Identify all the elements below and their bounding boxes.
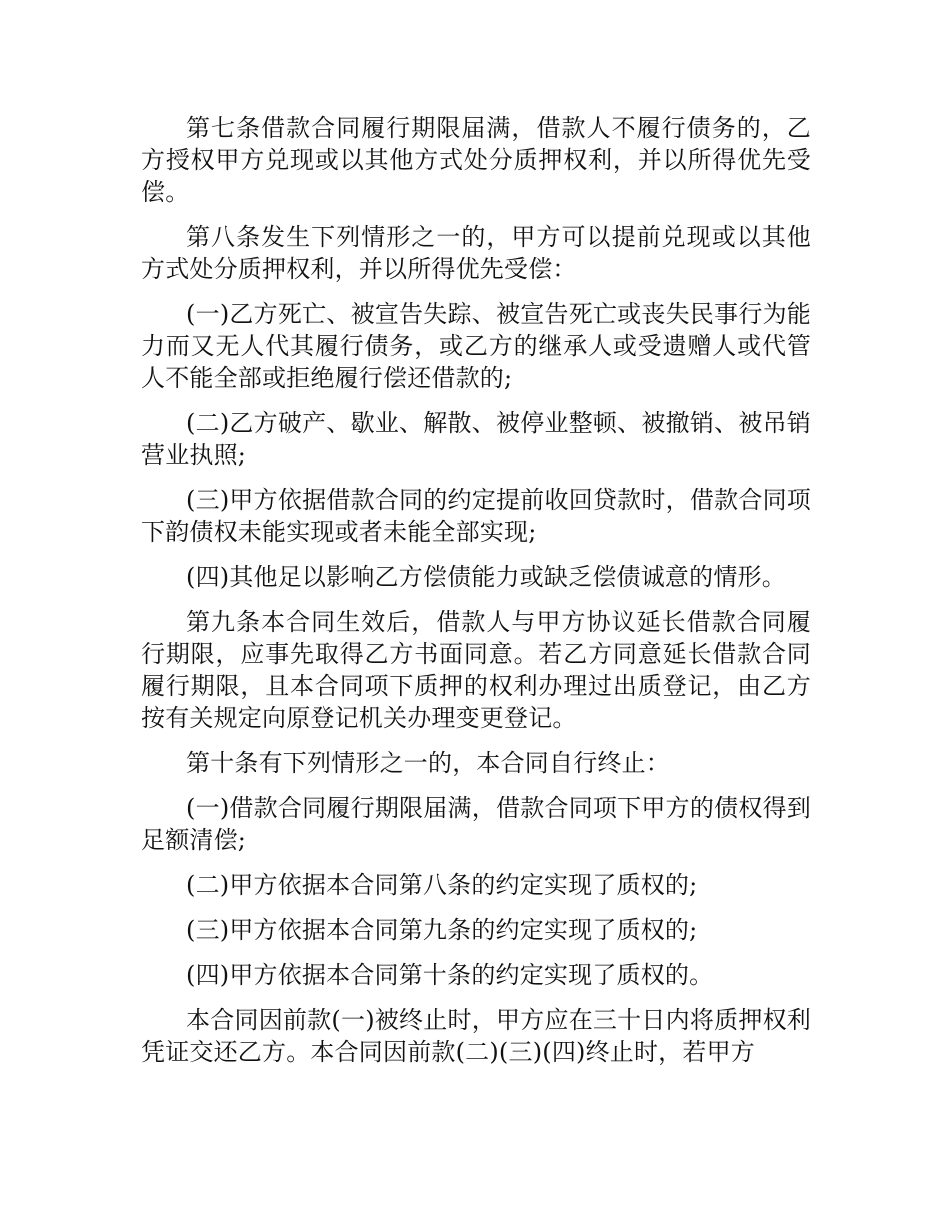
termination-paragraph: 本合同因前款(一)被终止时，甲方应在三十日内将质押权利凭证交还乙方。本合同因前款(二)(三)(四)终止时，若甲方 [141,1006,811,1066]
clause-8-item-4: (四)其他足以影响乙方偿债能力或缺乏偿债诚意的情形。 [186,563,786,591]
clause-7-paragraph: 第七条借款合同履行期限届满，借款人不履行债务的，乙方授权甲方兑现或以其他方式处分质押权利，并以所得优先受偿。 [141,114,811,206]
clause-10-paragraph: 第十条有下列情形之一的，本合同自行终止： [186,749,670,777]
clause-8-paragraph: 第八条发生下列情形之一的，甲方可以提前兑现或以其他方式处分质押权利，并以所得优先受偿： [141,223,811,283]
clause-10-item-2: (二)甲方依据本合同第八条的约定实现了质权的; [186,871,698,899]
clause-10-item-3: (三)甲方依据本合同第九条的约定实现了质权的; [186,916,698,944]
clause-8-item-2: (二)乙方破产、歇业、解散、被停业整顿、被撤销、被吊销营业执照; [141,409,811,469]
clause-10-item-1: (一)借款合同履行期限届满，借款合同项下甲方的债权得到足额清偿; [141,794,811,854]
clause-9-paragraph: 第九条本合同生效后，借款人与甲方协议延长借款合同履行期限，应事先取得乙方书面同意。若乙方同意延长借款合同履行期限，且本合同项下质押的权利办理过出质登记，由乙方按有关规定向原登记机关办理变更登记。 [141,608,811,732]
document-body [141,112,811,1081]
clause-8-item-1: (一)乙方死亡、被宣告失踪、被宣告死亡或丧失民事行为能力而又无人代其履行债务，或乙方的继承人或受遗赠人或代管人不能全部或拒绝履行偿还借款的; [141,300,811,392]
clause-8-item-3: (三)甲方依据借款合同的约定提前收回贷款时，借款合同项下韵债权未能实现或者未能全部实现; [141,486,811,546]
clause-10-item-4: (四)甲方依据本合同第十条的约定实现了质权的。 [186,961,714,989]
